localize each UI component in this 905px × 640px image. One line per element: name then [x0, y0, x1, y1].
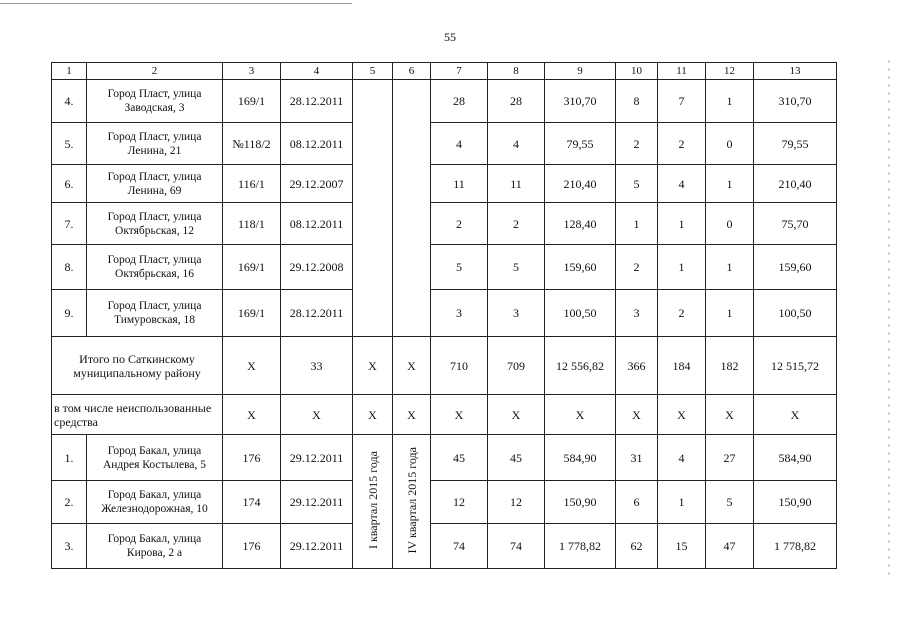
table-cell: Х — [281, 395, 353, 435]
table-cell: 62 — [616, 524, 658, 569]
table-row — [52, 337, 837, 395]
table-cell: 159,60 — [754, 245, 837, 290]
table-cell: 1 — [706, 290, 754, 337]
table-cell: 3 — [616, 290, 658, 337]
column-header: 4 — [281, 63, 353, 80]
table-cell: 79,55 — [545, 123, 616, 165]
merged-empty-cell — [393, 80, 431, 337]
column-header: 6 — [393, 63, 431, 80]
summary-label: Итого по Саткинскому муниципальному району — [52, 337, 223, 395]
column-header: 12 — [706, 63, 754, 80]
table-cell: 584,90 — [545, 435, 616, 481]
table-cell: 12 515,72 — [754, 337, 837, 395]
table-cell: 4 — [658, 435, 706, 481]
table-cell: 1 — [616, 203, 658, 245]
table-cell: 210,40 — [545, 165, 616, 203]
table-cell: 5 — [488, 245, 545, 290]
address-cell: Город Бакал, улица Железнодорожная, 10 — [87, 481, 223, 524]
table-cell: 31 — [616, 435, 658, 481]
table-cell: 4 — [658, 165, 706, 203]
table-cell: 75,70 — [754, 203, 837, 245]
table-cell: 184 — [658, 337, 706, 395]
table-row — [52, 245, 837, 290]
table-cell: 8 — [616, 80, 658, 123]
document-number: №118/2 — [223, 123, 281, 165]
address-cell: Город Пласт, улица Ленина, 21 — [87, 123, 223, 165]
table-row — [52, 80, 837, 123]
document-number: 176 — [223, 435, 281, 481]
document-date: 29.12.2011 — [281, 481, 353, 524]
column-header: 3 — [223, 63, 281, 80]
table-cell: 1 — [658, 203, 706, 245]
table-cell: 33 — [281, 337, 353, 395]
table-cell: 5 — [616, 165, 658, 203]
column-header: 8 — [488, 63, 545, 80]
table-cell: Х — [393, 395, 431, 435]
table-cell: 27 — [706, 435, 754, 481]
table-cell: 79,55 — [754, 123, 837, 165]
document-number: 118/1 — [223, 203, 281, 245]
table-cell: 150,90 — [754, 481, 837, 524]
table-cell: 310,70 — [754, 80, 837, 123]
document-date: 28.12.2011 — [281, 290, 353, 337]
address-cell: Город Пласт, улица Октябрьская, 16 — [87, 245, 223, 290]
document-number: 169/1 — [223, 80, 281, 123]
table-cell: 159,60 — [545, 245, 616, 290]
document-number: 169/1 — [223, 245, 281, 290]
table-cell: Х — [616, 395, 658, 435]
table-cell: 710 — [431, 337, 488, 395]
address-cell: Город Пласт, улица Заводская, 3 — [87, 80, 223, 123]
column-header: 2 — [87, 63, 223, 80]
table-cell: 11 — [488, 165, 545, 203]
table-cell: 1 — [658, 245, 706, 290]
table-cell: 0 — [706, 123, 754, 165]
document-date: 08.12.2011 — [281, 203, 353, 245]
table-cell: 74 — [431, 524, 488, 569]
table-cell: 3 — [488, 290, 545, 337]
period-vertical-text: I квартал 2015 года — [365, 450, 380, 550]
table-cell: Х — [488, 395, 545, 435]
table-cell: Х — [353, 395, 393, 435]
table-cell: 74 — [488, 524, 545, 569]
table-row — [52, 524, 837, 569]
table-cell: 128,40 — [545, 203, 616, 245]
table-cell: 1 — [658, 481, 706, 524]
column-header: 10 — [616, 63, 658, 80]
table-cell: 0 — [706, 203, 754, 245]
table-cell: 2 — [616, 245, 658, 290]
document-number: 174 — [223, 481, 281, 524]
table-cell: 1 778,82 — [545, 524, 616, 569]
table-cell: 100,50 — [545, 290, 616, 337]
document-number: 169/1 — [223, 290, 281, 337]
table-cell: 4 — [431, 123, 488, 165]
table-cell: 12 — [431, 481, 488, 524]
table-row — [52, 63, 837, 80]
address-cell: Город Бакал, улица Андрея Костылева, 5 — [87, 435, 223, 481]
table-cell: 1 — [706, 80, 754, 123]
table-cell: Х — [545, 395, 616, 435]
table-cell: 12 556,82 — [545, 337, 616, 395]
table-cell: 310,70 — [545, 80, 616, 123]
table-cell: 5 — [706, 481, 754, 524]
table-cell: 7 — [658, 80, 706, 123]
table-cell: 4 — [488, 123, 545, 165]
address-cell: Город Пласт, улица Тимуровская, 18 — [87, 290, 223, 337]
table-cell: 28 — [488, 80, 545, 123]
row-number: 6. — [52, 165, 87, 203]
table-cell: 1 — [706, 165, 754, 203]
table-cell: 182 — [706, 337, 754, 395]
row-number: 2. — [52, 481, 87, 524]
table-cell: 100,50 — [754, 290, 837, 337]
table-cell: 3 — [431, 290, 488, 337]
table-cell: Х — [658, 395, 706, 435]
scan-edge-artifact — [888, 60, 890, 580]
table-cell: 150,90 — [545, 481, 616, 524]
document-date: 29.12.2011 — [281, 435, 353, 481]
row-number: 5. — [52, 123, 87, 165]
table-cell: 2 — [488, 203, 545, 245]
column-header: 13 — [754, 63, 837, 80]
page-number: 55 — [444, 30, 456, 44]
top-rule — [0, 3, 352, 4]
table-cell: Х — [393, 337, 431, 395]
table-cell: 2 — [658, 123, 706, 165]
table-cell: 45 — [488, 435, 545, 481]
table-row — [52, 203, 837, 245]
column-header: 11 — [658, 63, 706, 80]
table-cell: 11 — [431, 165, 488, 203]
document-date: 08.12.2011 — [281, 123, 353, 165]
table-cell: Х — [706, 395, 754, 435]
document-number: 116/1 — [223, 165, 281, 203]
table-cell: Х — [431, 395, 488, 435]
row-number: 3. — [52, 524, 87, 569]
table-cell: 15 — [658, 524, 706, 569]
table-row — [52, 481, 837, 524]
table-cell: 12 — [488, 481, 545, 524]
row-number: 8. — [52, 245, 87, 290]
table-cell: 366 — [616, 337, 658, 395]
summary-label: в том числе неиспользованные средства — [52, 395, 223, 435]
table-cell: 28 — [431, 80, 488, 123]
merged-empty-cell — [353, 80, 393, 337]
document-date: 28.12.2011 — [281, 80, 353, 123]
table-cell: 1 778,82 — [754, 524, 837, 569]
column-header: 9 — [545, 63, 616, 80]
housing-table — [51, 62, 837, 569]
row-number: 7. — [52, 203, 87, 245]
document-number: 176 — [223, 524, 281, 569]
period-cell — [393, 435, 431, 569]
table-row — [52, 123, 837, 165]
table-cell: 584,90 — [754, 435, 837, 481]
table-cell: 1 — [706, 245, 754, 290]
table-cell: 45 — [431, 435, 488, 481]
table-row — [52, 435, 837, 481]
address-cell: Город Бакал, улица Кирова, 2 а — [87, 524, 223, 569]
table-cell: 210,40 — [754, 165, 837, 203]
document-date: 29.12.2011 — [281, 524, 353, 569]
table-row — [52, 290, 837, 337]
table-cell: Х — [353, 337, 393, 395]
row-number: 9. — [52, 290, 87, 337]
table-cell: 6 — [616, 481, 658, 524]
table-row — [52, 395, 837, 435]
table-cell: 2 — [616, 123, 658, 165]
table-cell: 2 — [431, 203, 488, 245]
table-cell: 5 — [431, 245, 488, 290]
document-date: 29.12.2007 — [281, 165, 353, 203]
column-header: 7 — [431, 63, 488, 80]
table-cell: 709 — [488, 337, 545, 395]
row-number: 1. — [52, 435, 87, 481]
address-cell: Город Пласт, улица Октябрьская, 12 — [87, 203, 223, 245]
table-body — [52, 63, 837, 569]
address-cell: Город Пласт, улица Ленина, 69 — [87, 165, 223, 203]
period-cell — [353, 435, 393, 569]
table-cell: 2 — [658, 290, 706, 337]
table-cell: Х — [223, 337, 281, 395]
table-cell: Х — [223, 395, 281, 435]
period-vertical-text: IV квартал 2015 года — [404, 446, 419, 554]
column-header: 1 — [52, 63, 87, 80]
table-row — [52, 165, 837, 203]
table-cell: 47 — [706, 524, 754, 569]
column-header: 5 — [353, 63, 393, 80]
row-number: 4. — [52, 80, 87, 123]
document-date: 29.12.2008 — [281, 245, 353, 290]
table-cell: Х — [754, 395, 837, 435]
